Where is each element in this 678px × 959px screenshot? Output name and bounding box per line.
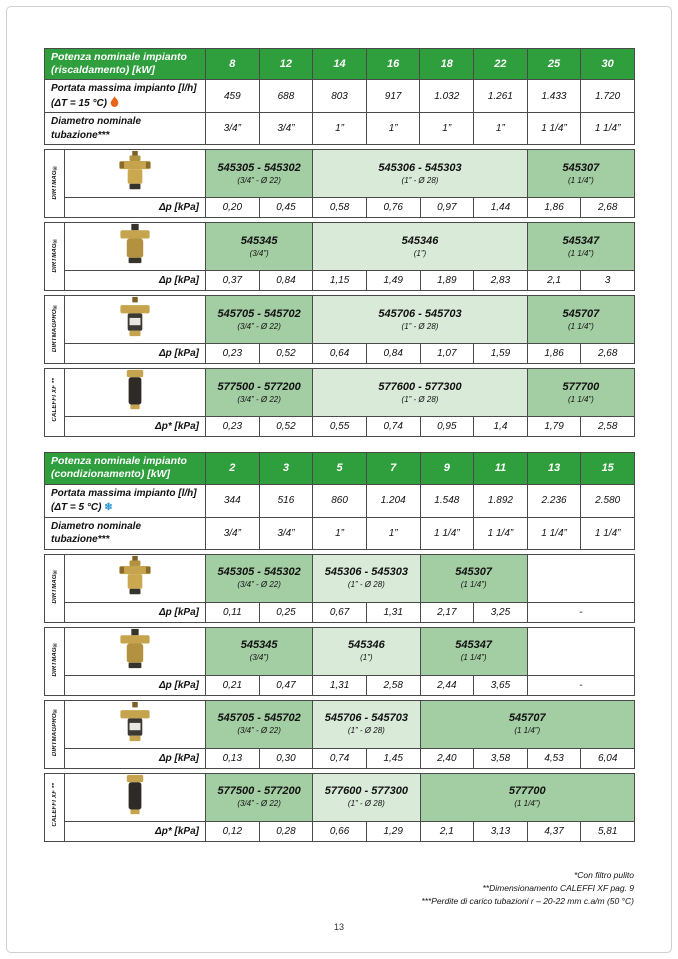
footnote: **Dimensionamento CALEFFI XF pag. 9 — [482, 882, 634, 893]
power-col-header: 7 — [366, 453, 420, 484]
product-code-cell: 545305 - 545302 (3/4” - Ø 22) — [206, 150, 313, 198]
product-block-caleffi-xf — [44, 368, 635, 437]
dp-value: 1,45 — [366, 748, 420, 768]
diameter-value: 1” — [313, 517, 367, 549]
page-content — [44, 48, 635, 857]
dp-value: 0,84 — [259, 271, 313, 291]
dp-value: 2,40 — [420, 748, 474, 768]
dp-value: 2,68 — [581, 198, 635, 218]
diameter-value: 1” — [366, 113, 420, 145]
product-code-cell: 545307 (1 1/4”) — [527, 150, 634, 198]
product-photo — [65, 150, 206, 198]
dp-value: 0,13 — [206, 748, 260, 768]
table-title: Potenza nominale impianto (condizionamento) [kW] — [45, 453, 206, 484]
product-code-cell: 545706 - 545703 (1” - Ø 28) — [313, 700, 420, 748]
dp-value: 2,1 — [527, 271, 581, 291]
product-code-cell: 577500 - 577200 (3/4” - Ø 22) — [206, 369, 313, 417]
product-code-cell: 545706 - 545703 (1” - Ø 28) — [313, 296, 528, 344]
product-code-cell: 545347 (1 1/4”) — [420, 627, 527, 675]
power-col-header: 16 — [366, 49, 420, 80]
flow-value: 1.433 — [527, 80, 581, 113]
dp-value: 0,55 — [313, 417, 367, 437]
dp-value: 0,28 — [259, 821, 313, 841]
product-code-cell: 545346 (1”) — [313, 223, 528, 271]
product-photo — [65, 700, 206, 748]
dp-value: 1,31 — [366, 602, 420, 622]
diameter-value: 1 1/4” — [581, 113, 635, 145]
dp-value: 0,37 — [206, 271, 260, 291]
dp-label: Δp* [kPa] — [65, 821, 206, 841]
power-col-header: 11 — [474, 453, 528, 484]
dp-value: 2,44 — [420, 675, 474, 695]
product-name-vertical: DIRTMAGPRO® — [45, 700, 65, 768]
flow-row-label: Portata massima impianto [l/h] (ΔT = 5 °C) ❄ — [45, 484, 206, 517]
dp-value: 3,13 — [474, 821, 528, 841]
dp-value: 1,89 — [420, 271, 474, 291]
product-photo — [65, 554, 206, 602]
product-name-vertical: DIRTMAG® — [45, 627, 65, 695]
dp-value: 0,21 — [206, 675, 260, 695]
dp-value: 2,1 — [420, 821, 474, 841]
dirtmagpro-photo — [117, 296, 153, 338]
dp-value-dash: - — [527, 675, 634, 695]
diameter-value: 1 1/4” — [581, 517, 635, 549]
product-code-cell: 545306 - 545303 (1” - Ø 28) — [313, 554, 420, 602]
product-code-cell: 545705 - 545702 (3/4” - Ø 22) — [206, 296, 313, 344]
diameter-value: 1” — [420, 113, 474, 145]
dp-label: Δp [kPa] — [65, 271, 206, 291]
footnotes — [421, 869, 634, 907]
flow-value: 2.580 — [581, 484, 635, 517]
dp-value-dash: - — [527, 602, 634, 622]
heating-table — [44, 48, 635, 437]
dirtmag-photo — [117, 628, 153, 670]
power-col-header: 2 — [206, 453, 260, 484]
dp-value: 1,31 — [313, 675, 367, 695]
dp-value: 2,17 — [420, 602, 474, 622]
dp-label: Δp [kPa] — [65, 748, 206, 768]
diameter-value: 3/4” — [259, 113, 313, 145]
dp-value: 0,23 — [206, 344, 260, 364]
dp-value: 2,58 — [581, 417, 635, 437]
product-block-dirtmag-1 — [44, 554, 635, 623]
flow-row-label: Portata massima impianto [l/h] (ΔT = 15 °C) — [45, 80, 206, 113]
dp-value: 0,84 — [366, 344, 420, 364]
dp-value: 4,37 — [527, 821, 581, 841]
flow-value: 2.236 — [527, 484, 581, 517]
footnote: *Con filtro pulito — [573, 870, 634, 880]
dp-value: 5,81 — [581, 821, 635, 841]
dp-value: 1,59 — [474, 344, 528, 364]
product-code-cell: 545707 (1 1/4”) — [527, 296, 634, 344]
power-col-header: 30 — [581, 49, 635, 80]
product-code-cell: 577700 (1 1/4”) — [420, 773, 635, 821]
dp-value: 1,15 — [313, 271, 367, 291]
dp-value: 1,44 — [474, 198, 528, 218]
product-photo — [65, 369, 206, 417]
dp-value: 0,97 — [420, 198, 474, 218]
product-block-caleffi-xf — [44, 773, 635, 842]
product-code-cell: 545307 (1 1/4”) — [420, 554, 527, 602]
dp-label: Δp [kPa] — [65, 602, 206, 622]
diameter-value: 1” — [313, 113, 367, 145]
product-code-cell: 545347 (1 1/4”) — [527, 223, 634, 271]
caleffi-xf-photo — [117, 369, 153, 411]
power-col-header: 18 — [420, 49, 474, 80]
dp-value: 1,29 — [366, 821, 420, 841]
product-code-cell: 577700 (1 1/4”) — [527, 369, 634, 417]
flow-value: 917 — [366, 80, 420, 113]
flow-value: 1.892 — [474, 484, 528, 517]
caleffi-xf-photo — [117, 774, 153, 816]
flow-value: 1.261 — [474, 80, 528, 113]
diameter-row-label: Diametro nominale tubazione*** — [45, 113, 206, 145]
dp-value: 2,83 — [474, 271, 528, 291]
product-name-vertical: CALEFFI XF ** — [45, 369, 65, 437]
flow-value: 1.204 — [366, 484, 420, 517]
dp-value: 0,76 — [366, 198, 420, 218]
snowflake-icon: ❄ — [104, 501, 113, 513]
dp-value: 0,66 — [313, 821, 367, 841]
product-block-dirtmagpro — [44, 295, 635, 364]
dirtmag-photo — [117, 223, 153, 265]
dp-value: 0,12 — [206, 821, 260, 841]
product-code-cell: 545345 (3/4”) — [206, 223, 313, 271]
dp-label: Δp [kPa] — [65, 198, 206, 218]
dp-value: 1,79 — [527, 417, 581, 437]
dp-value: 3,58 — [474, 748, 528, 768]
product-block-dirtmag-2 — [44, 222, 635, 291]
power-col-header: 9 — [420, 453, 474, 484]
flame-icon — [110, 96, 119, 108]
product-code-cell: 577600 - 577300 (1” - Ø 28) — [313, 369, 528, 417]
product-photo — [65, 773, 206, 821]
dp-value: 0,74 — [366, 417, 420, 437]
power-col-header: 15 — [581, 453, 635, 484]
flow-value: 803 — [313, 80, 367, 113]
diameter-value: 1 1/4” — [527, 113, 581, 145]
dp-value: 1,86 — [527, 344, 581, 364]
power-col-header: 3 — [259, 453, 313, 484]
diameter-value: 1” — [474, 113, 528, 145]
flow-value: 1.032 — [420, 80, 474, 113]
product-photo — [65, 223, 206, 271]
dp-value: 0,74 — [313, 748, 367, 768]
cooling-table — [44, 452, 635, 841]
heating-header-block — [44, 48, 635, 145]
product-name-vertical: DIRTMAG® — [45, 554, 65, 622]
dp-value: 0,52 — [259, 344, 313, 364]
dp-value: 4,53 — [527, 748, 581, 768]
product-name-vertical: DIRTMAGPRO® — [45, 296, 65, 364]
product-photo — [65, 296, 206, 344]
dp-value: 0,58 — [313, 198, 367, 218]
product-code-cell: 577600 - 577300 (1” - Ø 28) — [313, 773, 420, 821]
product-block-dirtmagpro — [44, 700, 635, 769]
product-code-cell: 545705 - 545702 (3/4” - Ø 22) — [206, 700, 313, 748]
diameter-value: 1 1/4” — [420, 517, 474, 549]
flow-value: 459 — [206, 80, 260, 113]
dp-value: 1,07 — [420, 344, 474, 364]
dirtmagpro-photo — [117, 701, 153, 743]
dp-value: 3,65 — [474, 675, 528, 695]
table-title: Potenza nominale impianto (riscaldamento) [kW] — [45, 49, 206, 80]
product-code-cell: 577500 - 577200 (3/4” - Ø 22) — [206, 773, 313, 821]
diameter-value: 1 1/4” — [527, 517, 581, 549]
dp-value: 0,67 — [313, 602, 367, 622]
product-code-cell: 545707 (1 1/4”) — [420, 700, 635, 748]
product-block-dirtmag-1 — [44, 149, 635, 218]
flow-value: 860 — [313, 484, 367, 517]
product-code-cell: 545346 (1”) — [313, 627, 420, 675]
power-col-header: 25 — [527, 49, 581, 80]
flow-value: 1.548 — [420, 484, 474, 517]
power-col-header: 12 — [259, 49, 313, 80]
product-name-vertical: DIRTMAG® — [45, 150, 65, 218]
flow-value: 516 — [259, 484, 313, 517]
product-photo — [65, 627, 206, 675]
dp-label: Δp [kPa] — [65, 675, 206, 695]
dp-value: 1,86 — [527, 198, 581, 218]
dp-value: 0,95 — [420, 417, 474, 437]
dp-value: 2,58 — [366, 675, 420, 695]
dp-value: 0,64 — [313, 344, 367, 364]
dp-label: Δp [kPa] — [65, 344, 206, 364]
dp-value: 0,45 — [259, 198, 313, 218]
product-block-dirtmag-2 — [44, 627, 635, 696]
dp-value: 0,11 — [206, 602, 260, 622]
diameter-value: 3/4” — [206, 517, 260, 549]
dp-value: 0,20 — [206, 198, 260, 218]
page-number: 13 — [333, 922, 344, 932]
power-col-header: 13 — [527, 453, 581, 484]
dp-value: 0,30 — [259, 748, 313, 768]
product-name-vertical: CALEFFI XF ** — [45, 773, 65, 841]
power-col-header: 5 — [313, 453, 367, 484]
flow-value: 1.720 — [581, 80, 635, 113]
power-col-header: 8 — [206, 49, 260, 80]
dp-value: 3,25 — [474, 602, 528, 622]
diameter-row-label: Diametro nominale tubazione*** — [45, 517, 206, 549]
empty-cell — [527, 554, 634, 602]
product-code-cell: 545305 - 545302 (3/4” - Ø 22) — [206, 554, 313, 602]
diameter-value: 3/4” — [206, 113, 260, 145]
flow-value: 344 — [206, 484, 260, 517]
dirtmag-photo — [117, 555, 153, 597]
dp-value: 0,23 — [206, 417, 260, 437]
dp-label: Δp* [kPa] — [65, 417, 206, 437]
product-name-vertical: DIRTMAG® — [45, 223, 65, 291]
diameter-value: 3/4” — [259, 517, 313, 549]
dp-value: 0,25 — [259, 602, 313, 622]
cooling-header-block — [44, 452, 635, 549]
dp-value: 6,04 — [581, 748, 635, 768]
diameter-value: 1” — [366, 517, 420, 549]
product-code-cell: 545306 - 545303 (1” - Ø 28) — [313, 150, 528, 198]
flow-value: 688 — [259, 80, 313, 113]
dp-value: 1,49 — [366, 271, 420, 291]
dp-value: 2,68 — [581, 344, 635, 364]
empty-cell — [527, 627, 634, 675]
dp-value: 0,47 — [259, 675, 313, 695]
footnote: ***Perdite di carico tubazioni r – 20-22 mm c.a/m (50 °C) — [421, 895, 634, 906]
diameter-value: 1 1/4” — [474, 517, 528, 549]
dp-value: 0,52 — [259, 417, 313, 437]
dp-value: 1,4 — [474, 417, 528, 437]
dp-value: 3 — [581, 271, 635, 291]
product-code-cell: 545345 (3/4”) — [206, 627, 313, 675]
power-col-header: 14 — [313, 49, 367, 80]
dirtmag-photo — [117, 150, 153, 192]
power-col-header: 22 — [474, 49, 528, 80]
